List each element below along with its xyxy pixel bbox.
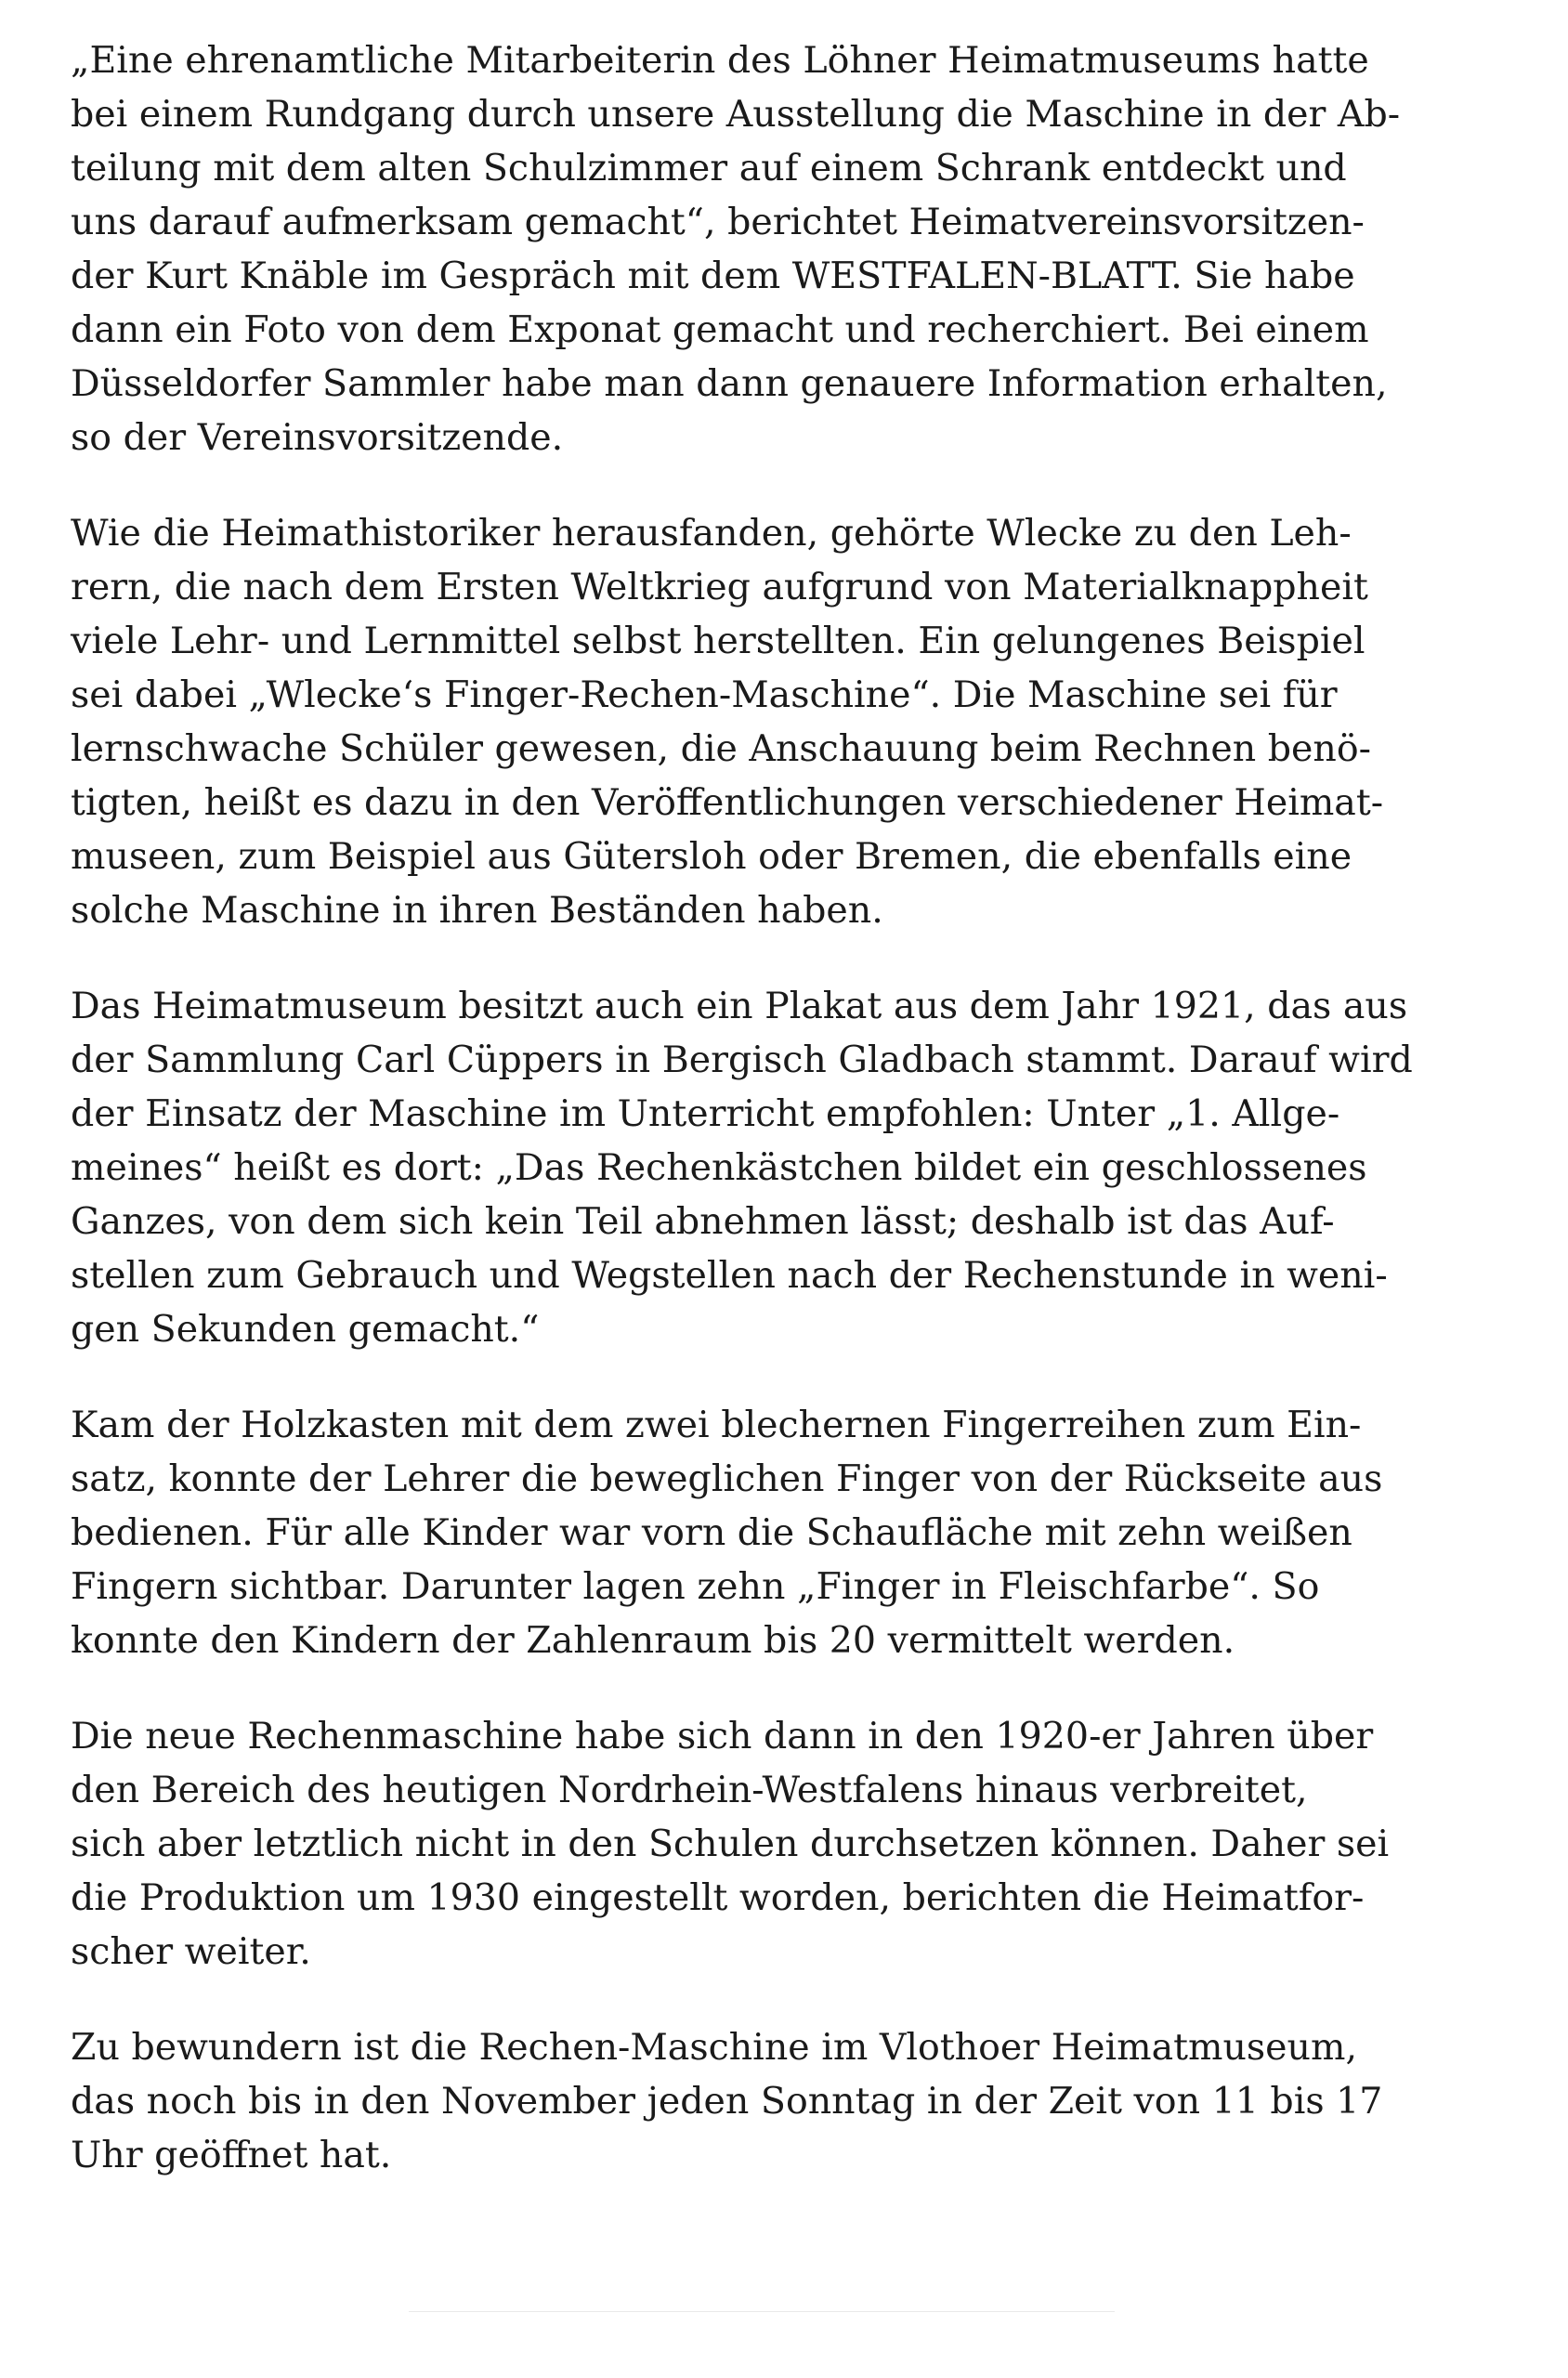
text-line: Zu bewundern ist die Rechen-Maschine im Vlothoer Heimatmuseum, [71,2026,1358,2069]
text-line: Kam der Holzkasten mit dem zwei blechernen Fingerreihen zum Ein- [71,1404,1362,1446]
paragraph-discovery [71,33,1483,464]
text-line: viele Lehr- und Lernmittel selbst herstellten. Ein gelungenes Beispiel [71,620,1365,662]
text-line: meines“ heißt es dort: „Das Rechenkästchen bildet ein geschlossenes [71,1146,1367,1189]
text-line: tigten, heißt es dazu in den Veröffentlichungen verschiedener Heimat- [71,781,1384,824]
text-line: Wie die Heimathistoriker herausfanden, gehörte Wlecke zu den Leh- [71,512,1352,555]
text-line: dann ein Foto von dem Exponat gemacht und recherchiert. Bei einem [71,308,1369,351]
text-line: solche Maschine in ihren Beständen haben. [71,889,883,932]
text-line: die Produktion um 1930 eingestellt worden, berichten die Heimatfor- [71,1876,1365,1919]
text-line: der Einsatz der Maschine im Unterricht empfohlen: Unter „1. Allge- [71,1092,1340,1135]
paragraph-history [71,506,1483,937]
page-bottom-divider [409,2311,1115,2312]
text-line: Düsseldorfer Sammler habe man dann genauere Information erhalten, [71,362,1388,405]
text-line: das noch bis in den November jeden Sonntag in der Zeit von 11 bis 17 [71,2080,1383,2123]
text-line: museen, zum Beispiel aus Gütersloh oder Bremen, die ebenfalls eine [71,835,1352,878]
text-line: der Kurt Knäble im Gespräch mit dem WESTFALEN-BLATT. Sie habe [71,255,1355,297]
text-line: der Sammlung Carl Cüppers in Bergisch Gladbach stammt. Darauf wird [71,1039,1413,1081]
text-line: „Eine ehrenamtliche Mitarbeiterin des Löhner Heimatmuseums hatte [71,39,1369,82]
text-line: uns darauf aufmerksam gemacht“, berichtet Heimatvereinsvorsitzen- [71,201,1365,243]
text-line: rern, die nach dem Ersten Weltkrieg aufgrund von Materialknappheit [71,566,1368,608]
text-line: Das Heimatmuseum besitzt auch ein Plakat aus dem Jahr 1921, das aus [71,985,1408,1027]
text-line: scher weiter. [71,1930,311,1973]
text-line: sich aber letztlich nicht in den Schulen durchsetzen können. Daher sei [71,1823,1390,1865]
text-line: Ganzes, von dem sich kein Teil abnehmen lässt; deshalb ist das Auf- [71,1200,1335,1243]
text-line: den Bereich des heutigen Nordrhein-Westfalens hinaus verbreitet, [71,1769,1308,1811]
text-line: gen Sekunden gemacht.“ [71,1308,540,1351]
text-line: bedienen. Für alle Kinder war vorn die Schaufläche mit zehn weißen [71,1511,1352,1554]
text-line: Die neue Rechenmaschine habe sich dann in den 1920-er Jahren über [71,1715,1374,1757]
text-line: Uhr geöffnet hat. [71,2134,392,2176]
text-line: lernschwache Schüler gewesen, die Anschauung beim Rechnen benö- [71,727,1371,770]
text-line: satz, konnte der Lehrer die beweglichen Finger von der Rückseite aus [71,1457,1383,1500]
paragraph-usage [71,1398,1483,1667]
text-line: stellen zum Gebrauch und Wegstellen nach der Rechenstunde in weni- [71,1254,1388,1297]
text-line: sei dabei „Wlecke‘s Finger-Rechen-Maschine“. Die Maschine sei für [71,673,1338,716]
text-line: so der Vereinsvorsitzende. [71,416,564,459]
paragraph-poster [71,979,1483,1356]
text-line: konnte den Kindern der Zahlenraum bis 20 vermittelt werden. [71,1619,1235,1662]
text-line: teilung mit dem alten Schulzimmer auf einem Schrank entdeckt und [71,147,1347,189]
article-body [71,33,1483,2224]
text-line: bei einem Rundgang durch unsere Ausstellung die Maschine in der Ab- [71,93,1401,136]
paragraph-spread [71,1709,1483,1979]
paragraph-visit [71,2020,1483,2182]
text-line: Fingern sichtbar. Darunter lagen zehn „Finger in Fleischfarbe“. So [71,1565,1320,1608]
